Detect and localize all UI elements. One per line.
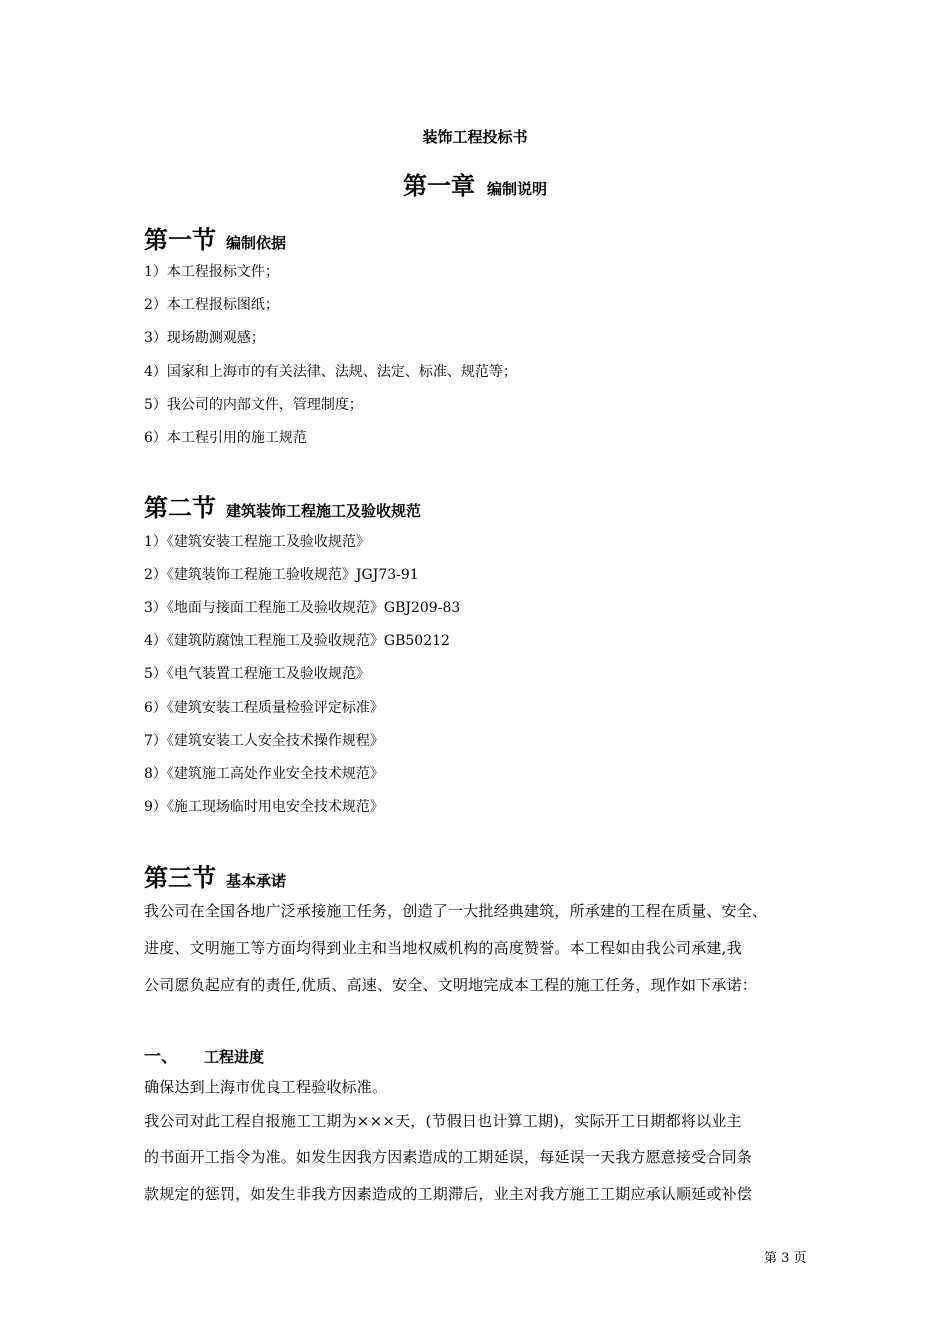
list-item: 3）现场勘测观感； [144,330,265,346]
subsection-title: 工程进度 [204,1048,265,1066]
section-title: 建筑装饰工程施工及验收规范 [226,502,422,520]
document-title: 装饰工程投标书 [422,128,528,146]
list-item: 4）国家和上海市的有关法律、法规、法定、标准、规范等； [144,364,517,380]
section-number: 第一节 [144,226,216,254]
paragraph-line: 的书面开工指令为准。如发生因我方因素造成的工期延误，每延误一天我方愿意接受合同条 [144,1148,753,1166]
paragraph-line: 我公司对此工程自报施工工期为×××天，(节假日也计算工期)，实际开工日期都将以业主 [144,1112,742,1130]
list-item: 8）《建筑施工高处作业安全技术规范》 [144,766,384,782]
section-heading-2 [144,488,421,523]
chapter-number: 第一章 [402,172,475,200]
chapter-heading [0,166,950,201]
paragraph-line: 进度、文明施工等方面均得到业主和当地权威机构的高度赞誉。本工程如由我公司承建,我 [144,939,742,957]
list-item: 4）《建筑防腐蚀工程施工及验收规范》GB50212 [144,633,450,649]
list-item: 6）本工程引用的施工规范 [144,430,307,446]
section-number: 第三节 [144,864,216,892]
list-item: 7）《建筑安装工人安全技术操作规程》 [144,733,384,749]
chapter-title: 编制说明 [486,180,547,198]
list-item: 9）《施工现场临时用电安全技术规范》 [144,799,384,815]
paragraph-line: 我公司在全国各地广泛承接施工任务，创造了一大批经典建筑，所承建的工程在质量、安全、 [144,902,768,920]
list-item: 6）《建筑安装工程质量检验评定标准》 [144,700,384,716]
list-item: 1）《建筑安装工程施工及验收规范》 [144,534,370,550]
list-item: 3）《地面与接面工程施工及验收规范》GBJ209-83 [144,600,461,616]
paragraph-line: 公司愿负起应有的责任,优质、高速、安全、文明地完成本工程的施工任务，现作如下承诺： [144,976,757,994]
subsection-heading [144,1042,264,1067]
paragraph-line: 确保达到上海市优良工程验收标准。 [144,1078,388,1096]
list-item: 5）我公司的内部文件，管理制度； [144,397,363,413]
page-number: 第 3 页 [764,1251,807,1266]
section-title: 编制依据 [226,234,287,252]
list-item: 2）《建筑装饰工程施工验收规范》JGJ73-91 [144,567,419,583]
section-number: 第二节 [144,494,216,522]
list-item: 2）本工程报标图纸； [144,297,279,313]
paragraph-line: 款规定的惩罚，如发生非我方因素造成的工期滞后，业主对我方施工工期应承认顺延或补偿 [144,1185,753,1203]
subsection-number: 一、 [144,1047,178,1067]
section-heading-3 [144,858,286,893]
list-item: 5）《电气装置工程施工及验收规范》 [144,666,370,682]
section-title: 基本承诺 [226,872,287,890]
list-item: 1）本工程报标文件； [144,264,279,280]
section-heading-1 [144,220,286,255]
